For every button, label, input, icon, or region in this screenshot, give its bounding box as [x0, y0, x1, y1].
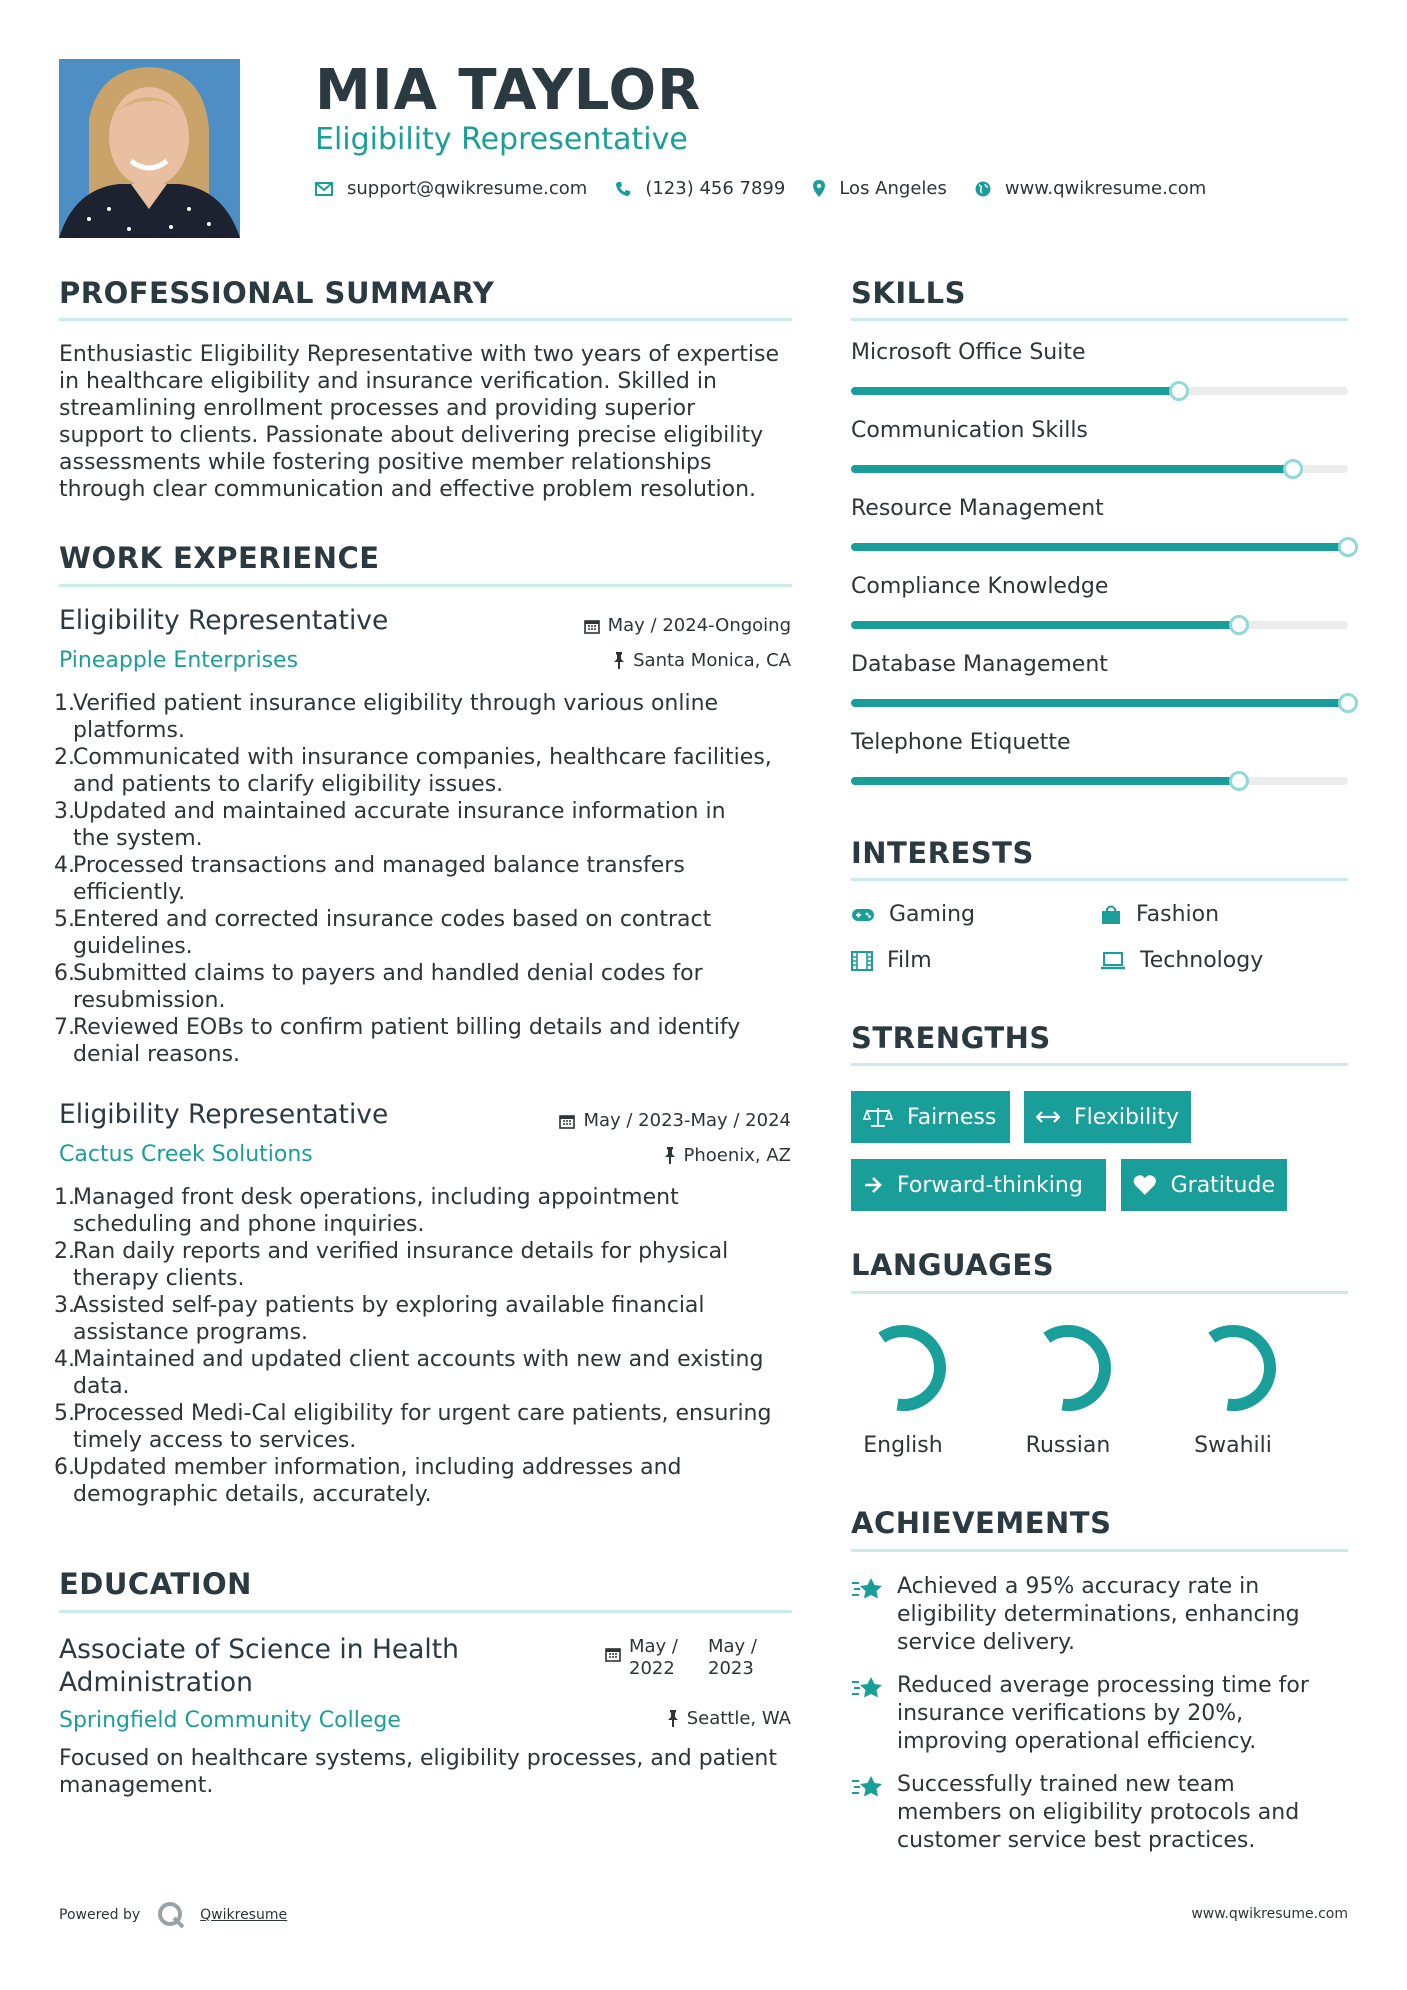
language-label: English [863, 1433, 943, 1458]
contact-website-text: www.qwikresume.com [1004, 178, 1207, 199]
achievements-rule [851, 1549, 1348, 1552]
experience-rule [59, 584, 792, 587]
skill-label: Database Management [851, 652, 1108, 677]
strengths-heading: STRENGTHS [851, 1021, 1051, 1055]
job-date [584, 615, 791, 636]
pin-icon [664, 1147, 676, 1164]
pin-icon [667, 1710, 679, 1727]
list-item: 4. Processed transactions and managed balance transfers efficiently. [54, 853, 685, 905]
strength-label: Gratitude [1170, 1172, 1275, 1198]
list-item: 1. Managed front desk operations, including appointment scheduling and phone inquiries. [54, 1185, 679, 1237]
interest-technology [1100, 948, 1263, 973]
education-desc-line: management. [59, 1773, 214, 1798]
degree-line: Administration [59, 1667, 253, 1698]
job-location [664, 1145, 792, 1166]
achievement-item [851, 1573, 1331, 1657]
skill-label: Telephone Etiquette [851, 730, 1071, 755]
interest-fashion [1100, 902, 1219, 927]
skill-bar-fill [851, 621, 1239, 629]
summary-line: through clear communication and effective problem resolution. [59, 477, 757, 502]
job-date-text: May / 2023-May / 2024 [583, 1110, 791, 1131]
calendar-icon [559, 1113, 575, 1129]
summary-text [59, 341, 799, 503]
achievement-line: eligibility determinations, enhancing [897, 1602, 1300, 1627]
summary-line: Enthusiastic Eligibility Representative with two years of expertise [59, 342, 779, 367]
education-date [605, 1636, 757, 1680]
calendar-icon [584, 618, 600, 634]
language-ring [1008, 1318, 1128, 1418]
skill-bar-knob [1229, 615, 1249, 635]
achievement-line: improving operational efficiency. [897, 1729, 1257, 1754]
contact-email[interactable] [315, 178, 587, 199]
skill-label: Compliance Knowledge [851, 574, 1109, 599]
language-ring-arc [1016, 1318, 1119, 1418]
strengths-rule [851, 1063, 1348, 1066]
qwikresume-logo-icon [156, 1900, 186, 1930]
shooting-star-icon [851, 1674, 885, 1702]
globe-icon [975, 181, 991, 197]
list-item: 1. Verified patient insurance eligibility through various online platforms. [54, 691, 719, 743]
strength-forward-thinking [851, 1159, 1106, 1211]
pin-icon [613, 652, 625, 669]
interest-label: Film [887, 948, 932, 973]
heart-icon [1133, 1174, 1157, 1196]
languages-heading: LANGUAGES [851, 1248, 1055, 1282]
skill-label: Communication Skills [851, 418, 1088, 443]
map-pin-icon [813, 180, 825, 197]
language-item [1008, 1318, 1128, 1422]
language-label: Russian [1025, 1433, 1111, 1458]
skill-bar-fill [851, 777, 1239, 785]
skill-bar [851, 777, 1348, 785]
strength-flexibility [1024, 1091, 1191, 1143]
interest-label: Gaming [889, 902, 975, 927]
summary-line: streamlining enrollment processes and providing superior [59, 396, 696, 421]
laptop-icon [1100, 952, 1126, 970]
experience-heading: WORK EXPERIENCE [59, 541, 380, 575]
candidate-role: Eligibility Representative [315, 122, 688, 157]
education-start-month: May / [629, 1636, 678, 1657]
envelope-icon [315, 182, 333, 196]
strength-fairness [851, 1091, 1010, 1143]
interest-label: Fashion [1136, 902, 1220, 927]
summary-heading: PROFESSIONAL SUMMARY [59, 276, 495, 310]
education-desc-line: Focused on healthcare systems, eligibility processes, and patient [59, 1746, 777, 1771]
job-location-text: Santa Monica, CA [633, 650, 791, 671]
languages-rule [851, 1291, 1348, 1294]
calendar-icon [605, 1646, 621, 1662]
shopping-bag-icon [1100, 904, 1122, 926]
skill-bar-fill [851, 543, 1348, 551]
achievement-line: insurance verifications by 20%, [897, 1701, 1244, 1726]
phone-icon [615, 181, 631, 197]
language-ring-arc [1181, 1318, 1284, 1418]
job-bullets [54, 1184, 794, 1508]
skill-bar [851, 465, 1348, 473]
summary-rule [59, 318, 792, 321]
contact-location-text: Los Angeles [839, 178, 947, 199]
achievements-heading: ACHIEVEMENTS [851, 1506, 1112, 1540]
achievement-line: Successfully trained new team [897, 1772, 1235, 1797]
list-item: 3. Assisted self-pay patients by exploring available financial assistance programs. [54, 1293, 705, 1345]
strength-gratitude [1121, 1159, 1287, 1211]
list-item: 2. Ran daily reports and verified insurance details for physical therapy clients. [54, 1239, 729, 1291]
job-title: Eligibility Representative [59, 605, 389, 636]
list-item: 5. Processed Medi-Cal eligibility for urgent care patients, ensuring timely access to services. [54, 1401, 772, 1453]
education-start-year: 2022 [629, 1658, 675, 1679]
gamepad-icon [851, 907, 875, 923]
list-item: 4. Maintained and updated client accounts with new and existing data. [54, 1347, 764, 1399]
summary-line: assessments while fostering positive member relationships [59, 450, 712, 475]
degree-title [59, 1633, 459, 1699]
interest-gaming [851, 902, 975, 927]
skill-bar-knob [1283, 459, 1303, 479]
summary-line: in healthcare eligibility and insurance verification. Skilled in [59, 369, 717, 394]
shooting-star-icon [851, 1575, 885, 1603]
achievement-line: customer service best practices. [897, 1828, 1256, 1853]
language-ring [843, 1318, 963, 1418]
strength-label: Forward-thinking [897, 1172, 1083, 1198]
list-item: 5. Entered and corrected insurance codes based on contract guidelines. [54, 907, 712, 959]
education-description [59, 1745, 799, 1799]
skill-bar-fill [851, 387, 1179, 395]
education-end-year: 2023 [708, 1658, 754, 1679]
school-name: Springfield Community College [59, 1708, 401, 1733]
skill-label: Microsoft Office Suite [851, 340, 1086, 365]
language-label: Swahili [1194, 1433, 1272, 1458]
contact-phone[interactable] [615, 178, 785, 199]
list-item: 7. Reviewed EOBs to confirm patient billing details and identify denial reasons. [54, 1015, 741, 1067]
skill-bar-knob [1338, 537, 1358, 557]
contact-email-text: support@qwikresume.com [347, 178, 588, 199]
skills-heading: SKILLS [851, 276, 966, 310]
skill-bar-knob [1169, 381, 1189, 401]
interests-rule [851, 878, 1348, 881]
degree-line: Associate of Science in Health [59, 1634, 459, 1665]
skill-bar [851, 699, 1348, 707]
candidate-name: MIA TAYLOR [315, 58, 702, 123]
footer-powered-by [59, 1900, 287, 1930]
education-end-month: May / [708, 1636, 757, 1657]
contact-bar [315, 178, 1234, 199]
achievement-item [851, 1672, 1331, 1756]
shooting-star-icon [851, 1773, 885, 1801]
interests-heading: INTERESTS [851, 836, 1034, 870]
education-heading: EDUCATION [59, 1567, 252, 1601]
contact-location [813, 178, 947, 199]
list-item: 6. Submitted claims to payers and handled denial codes for resubmission. [54, 961, 703, 1013]
job-bullets [54, 690, 794, 1068]
education-location [667, 1708, 791, 1729]
skills-rule [851, 318, 1348, 321]
achievement-item [851, 1771, 1331, 1855]
achievement-line: Reduced average processing time for [897, 1673, 1309, 1698]
strength-label: Flexibility [1074, 1104, 1179, 1130]
job-location-text: Phoenix, AZ [683, 1145, 791, 1166]
arrows-horizontal-icon [1036, 1111, 1060, 1123]
language-item [843, 1318, 963, 1422]
job-date [559, 1110, 791, 1131]
skill-bar-fill [851, 465, 1293, 473]
strength-label: Fairness [907, 1104, 997, 1130]
job-company: Cactus Creek Solutions [59, 1142, 313, 1167]
job-title: Eligibility Representative [59, 1099, 389, 1130]
skill-bar [851, 387, 1348, 395]
list-item: 2. Communicated with insurance companies, healthcare facilities, and patients to clarify eligibility issues. [54, 745, 772, 797]
balance-scale-icon [863, 1106, 893, 1128]
job-location [613, 650, 791, 671]
contact-phone-text: (123) 456 7899 [645, 178, 786, 199]
language-item [1173, 1318, 1293, 1422]
list-item: 6. Updated member information, including addresses and demographic details, accurately. [54, 1455, 682, 1507]
language-ring [1173, 1318, 1293, 1418]
interest-film [851, 948, 932, 973]
brand-link[interactable]: Qwikresume [200, 1907, 288, 1923]
achievement-line: Achieved a 95% accuracy rate in [897, 1574, 1260, 1599]
footer-website[interactable]: www.qwikresume.com [1191, 1906, 1348, 1922]
achievement-line: service delivery. [897, 1630, 1075, 1655]
skill-bar-knob [1338, 693, 1358, 713]
profile-photo [59, 59, 240, 238]
skill-bar [851, 621, 1348, 629]
education-rule [59, 1610, 792, 1613]
summary-line: support to clients. Passionate about delivering precise eligibility [59, 423, 764, 448]
skill-bar-knob [1229, 771, 1249, 791]
list-item: 3. Updated and maintained accurate insurance information in the system. [54, 799, 726, 851]
interest-label: Technology [1140, 948, 1264, 973]
achievement-line: members on eligibility protocols and [897, 1800, 1300, 1825]
job-date-text: May / 2024-Ongoing [607, 615, 791, 636]
powered-by-text: Powered by [59, 1907, 141, 1923]
job-company: Pineapple Enterprises [59, 648, 299, 673]
skill-bar-fill [851, 699, 1348, 707]
language-ring-arc [851, 1318, 954, 1418]
skill-bar [851, 543, 1348, 551]
arrow-right-icon [863, 1176, 883, 1194]
education-location-text: Seattle, WA [686, 1708, 791, 1729]
contact-website[interactable] [975, 178, 1206, 199]
film-icon [851, 951, 873, 971]
skill-label: Resource Management [851, 496, 1104, 521]
